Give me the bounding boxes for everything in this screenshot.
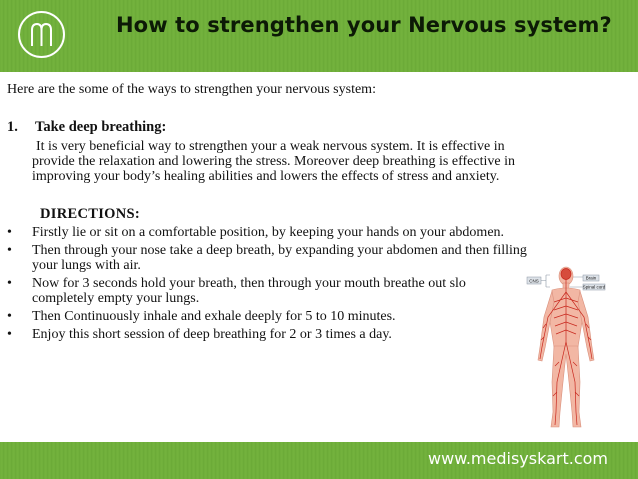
footer-bar xyxy=(0,442,638,479)
list-item xyxy=(7,225,607,240)
label-brain: Brain xyxy=(585,275,597,281)
bullet-icon: • xyxy=(7,225,12,240)
list-item-line: your lungs with air. xyxy=(32,258,141,273)
list-item xyxy=(7,243,607,273)
list-item-line: Then Continuously inhale and exhale deeply for 5 to 10 minutes. xyxy=(32,309,396,324)
bullet-icon: • xyxy=(7,309,12,324)
header-bar xyxy=(0,0,638,72)
page-title: How to strengthen your Nervous system? xyxy=(116,13,612,37)
section-heading xyxy=(7,119,166,136)
list-item-line: Now for 3 seconds hold your breath, then through your mouth breathe out slo xyxy=(32,276,466,291)
list-item-line: Then through your nose take a deep breath, by expanding your abdomen and then filling xyxy=(32,243,527,258)
list-item-line: completely empty your lungs. xyxy=(32,291,200,306)
bullet-icon: • xyxy=(7,243,12,258)
bullet-icon: • xyxy=(7,276,12,291)
label-spinal-cord: Spinal cord xyxy=(582,284,606,290)
section-paragraph xyxy=(32,139,592,184)
label-cns: CNS xyxy=(529,278,539,284)
list-item-line: Firstly lie or sit on a comfortable position, by keeping your hands on your abdomen. xyxy=(32,225,505,240)
m-circle-logo-icon xyxy=(18,11,65,58)
directions-list xyxy=(7,225,607,345)
paragraph-line: It is very beneficial way to strengthen your a weak nervous system. It is effective in xyxy=(36,139,505,154)
list-item xyxy=(7,327,607,342)
website-link[interactable]: www.medisyskart.com xyxy=(428,449,608,468)
nervous-system-illustration xyxy=(526,262,626,432)
bullet-icon: • xyxy=(7,327,12,342)
paragraph-line: improving your body’s healing abilities and lowers the effects of stress and anxiety. xyxy=(32,169,500,184)
intro-text: Here are the some of the ways to strengthen your nervous system: xyxy=(7,82,376,97)
directions-label: DIRECTIONS: xyxy=(40,206,140,222)
list-item-line: Enjoy this short session of deep breathing for 2 or 3 times a day. xyxy=(32,327,392,342)
list-item xyxy=(7,276,607,306)
section-number: 1. xyxy=(7,119,18,135)
paragraph-line: provide the relaxation and lowering the stress. Moreover deep breathing is effective in xyxy=(32,154,515,169)
list-item xyxy=(7,309,607,324)
section-heading-text: Take deep breathing: xyxy=(35,119,167,135)
